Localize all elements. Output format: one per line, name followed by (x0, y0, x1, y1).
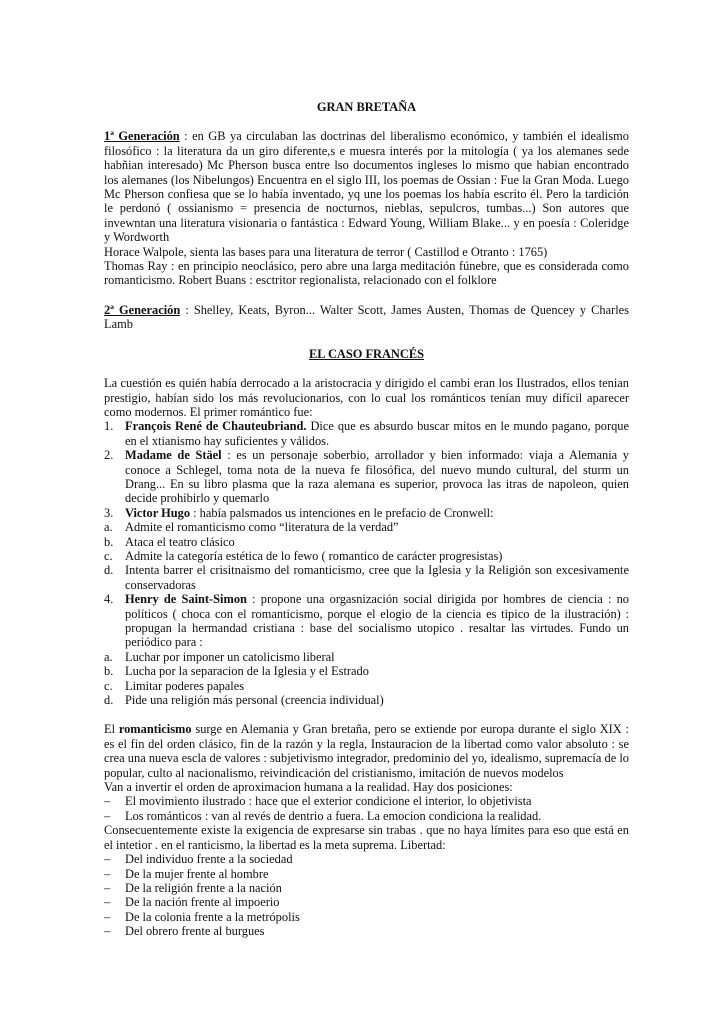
document-page (104, 100, 629, 939)
dash-item-individuo (104, 852, 629, 866)
item-text: : había palsmados us intenciones en le prefacio de Cronwell: (190, 505, 494, 520)
item-text: De la mujer frente al hombre (125, 866, 269, 881)
list-marker: d. (104, 693, 114, 708)
list-item-saint-simon-d (104, 693, 629, 707)
list-item-stael (104, 448, 629, 506)
item-text: Intenta barrer el crisitnaismo del romanticismo, cree que la Iglesia y la Religión son excesivamente conservadoras (125, 563, 629, 592)
dash-item-ilustrado (104, 794, 629, 808)
item-name: Henry de Saint-Simon (125, 592, 247, 607)
dash-item-nacion (104, 895, 629, 909)
dash-marker: – (104, 880, 111, 895)
item-name: François René de Chauteubriand. (125, 419, 307, 434)
list-marker: 2. (104, 448, 114, 463)
dash-marker: – (104, 808, 111, 823)
item-text: Admite la categoría estética de lo fewo ( romantico de carácter progresistas) (125, 548, 503, 563)
paragraph-gen2 (104, 303, 629, 332)
list-marker: a. (104, 520, 113, 535)
item-text: De la nación frente al impoerio (125, 895, 280, 910)
list-item-hugo (104, 506, 629, 520)
item-text: El movimiento ilustrado : hace que el exterior condicione el interior, lo objetivista (125, 794, 532, 809)
dash-marker: – (104, 895, 111, 910)
list-marker: c. (104, 548, 113, 563)
list-item-hugo-a (104, 520, 629, 534)
item-text: Luchar por imponer un catolicismo liberal (125, 649, 335, 664)
item-text: Del individuo frente a la sociedad (125, 852, 293, 867)
item-text: Lucha por la separacion de la Iglesia y el Estrado (125, 664, 369, 679)
dash-marker: – (104, 866, 111, 881)
gen2-label: 2ª Generación (104, 302, 181, 317)
item-text: Admite el romanticismo como “literatura de la verdad” (125, 520, 399, 535)
list-item-chateaubriand (104, 419, 629, 448)
item-text: Limitar poderes papales (125, 678, 245, 693)
paragraph-invertir: Van a invertir el orden de aproximacion humana a la realidad. Hay dos posiciones: (104, 780, 513, 795)
paragraph-walpole: Horace Walpole, sienta las bases para una literatura de terror ( Castillod e Otranto : 1765) (104, 244, 548, 259)
paragraph-intro: La cuestión es quién había derrocado a la aristocracia y dirigido el cambi eran los Ilustrados, ellos tenian prestigio, habían sido los más revolucionarios, con lo cual los románticos tenían muy difícil aparecer como modernos. El primer romántico fue: (104, 376, 629, 419)
paragraph-thomas-ray: Thomas Ray : en principio neoclásico, pero abre una larga meditación fúnebre, que es considerada como romanticismo. Robert Buans : esctritor regionalista, relacionado con el folklore (104, 259, 629, 288)
dash-item-religion (104, 881, 629, 895)
list-item-saint-simon-a (104, 650, 629, 664)
list-marker: 3. (104, 505, 114, 520)
list-item-saint-simon-c (104, 679, 629, 693)
list-marker: 4. (104, 592, 114, 607)
list-marker: b. (104, 664, 114, 679)
list-item-hugo-c (104, 549, 629, 563)
list-marker: b. (104, 534, 114, 549)
item-text: : propone una orgasnización social dirigida por hombres de ciencia : no políticos ( choca con el romanticismo, porque el elogio de la ciencia es tipico de la ilustración) : propugan la hermandad cristiana : base del socialismo utopico . resaltar las virtudes. Fundo un periódico para : (125, 592, 629, 650)
list-item-hugo-d (104, 563, 629, 592)
dash-marker: – (104, 852, 111, 867)
item-text: Dice que es absurdo buscar mitos en le mundo pagano, porque en el xtianismo hay suficientes y válidos. (125, 419, 629, 448)
item-text: Ataca el teatro clásico (125, 534, 235, 549)
item-text: De la colonia frente a la metrópolis (125, 909, 300, 924)
keyword-romanticismo: romanticismo (118, 722, 192, 737)
item-text: Pide una religión más personal (creencia individual) (125, 693, 384, 708)
gen1-label: 1ª Generación (104, 129, 180, 144)
heading-caso-frances: EL CASO FRANCÉS (309, 346, 424, 361)
list-marker: a. (104, 649, 113, 664)
list-item-saint-simon (104, 592, 629, 650)
gen2-text: : Shelley, Keats, Byron... Walter Scott, James Austen, Thomas de Quencey y Charles Lamb (104, 302, 630, 332)
item-text: Del obrero frente al burgues (125, 924, 265, 939)
dash-marker: – (104, 924, 111, 939)
dash-marker: – (104, 794, 111, 809)
list-item-hugo-b (104, 535, 629, 549)
paragraph-gen1 (104, 129, 629, 244)
item-text: Los románticos : van al revés de dentrio a fuera. La emocion condiciona la realidad. (125, 808, 542, 823)
list-item-saint-simon-b (104, 664, 629, 678)
dash-item-obrero (104, 924, 629, 938)
item-name: Victor Hugo (125, 505, 191, 520)
item-name: Madame de Stäel (125, 448, 222, 463)
dash-item-colonia (104, 910, 629, 924)
gen1-text: : en GB ya circulaban las doctrinas del liberalismo económico, y también el idealismo filosófico : la literatura da un giro diferente,s e muesra interés por la mitología ( ya los alemanes sede habñian interesado) Mc Pherson busca entre lso documentos ingleses lo mismo que habian encontrado los alemanes (los Nibelungos) Encuentra en el siglo III, los poemas de Ossian : Fue la Gran Moda. Luego Mc Pherson confiesa que se lo había inventado, yq une los poemas los había escrito él. Pero la tardición le perdonó ( ossianismo = presencia de nocturnos, nieblas, sepulcros, tumbas...) Son autores que invewntan una literatura visionaria o fantástica : Edward Young, William Blake... y en poesía : Coleridge y Wordworth (104, 129, 630, 245)
dash-item-mujer (104, 867, 629, 881)
dash-item-romanticos (104, 809, 629, 823)
item-text: De la religión frente a la nación (125, 880, 282, 895)
paragraph-romanticismo (104, 722, 629, 780)
heading-gran-bretana: GRAN BRETAÑA (316, 100, 417, 114)
paragraph-consecuentemente: Consecuentemente existe la exigencia de expresarse sin trabas . que no haya límites para eso que está en el intetior . en el ranticismo, la libertad es la meta suprema. Libertad: (104, 823, 629, 852)
list-marker: c. (104, 678, 113, 693)
dash-marker: – (104, 909, 111, 924)
list-marker: d. (104, 563, 114, 578)
text-fragment: El (104, 722, 119, 737)
text-fragment: surge en Alemania y Gran bretaña, pero se extiende por europa durante el siglo XIX : es el fin del orden clásico, fin de la razón y la regla, Instauracion de la libertad como valor absoluto : se crea una nueva escla de valores : subjetivismo integrador, predominio del yo, idealismo, supremacía de lo popular, culto al nacionalismo, reivindicación del cristianismo, imitación de nuevos modelos (104, 722, 629, 780)
item-text: : es un personaje soberbio, arrollador y bien informado: viaja a Alemania y conoce a Schlegel, toma nota de la nueva fe filosófica, del nuevo mundo cultural, del sturm un Drang... En su libro plasma que la raza alemana es superior, provoca las itras de napoleon, quien decide prohibirlo y quemarlo (125, 448, 629, 506)
list-marker: 1. (104, 419, 114, 434)
